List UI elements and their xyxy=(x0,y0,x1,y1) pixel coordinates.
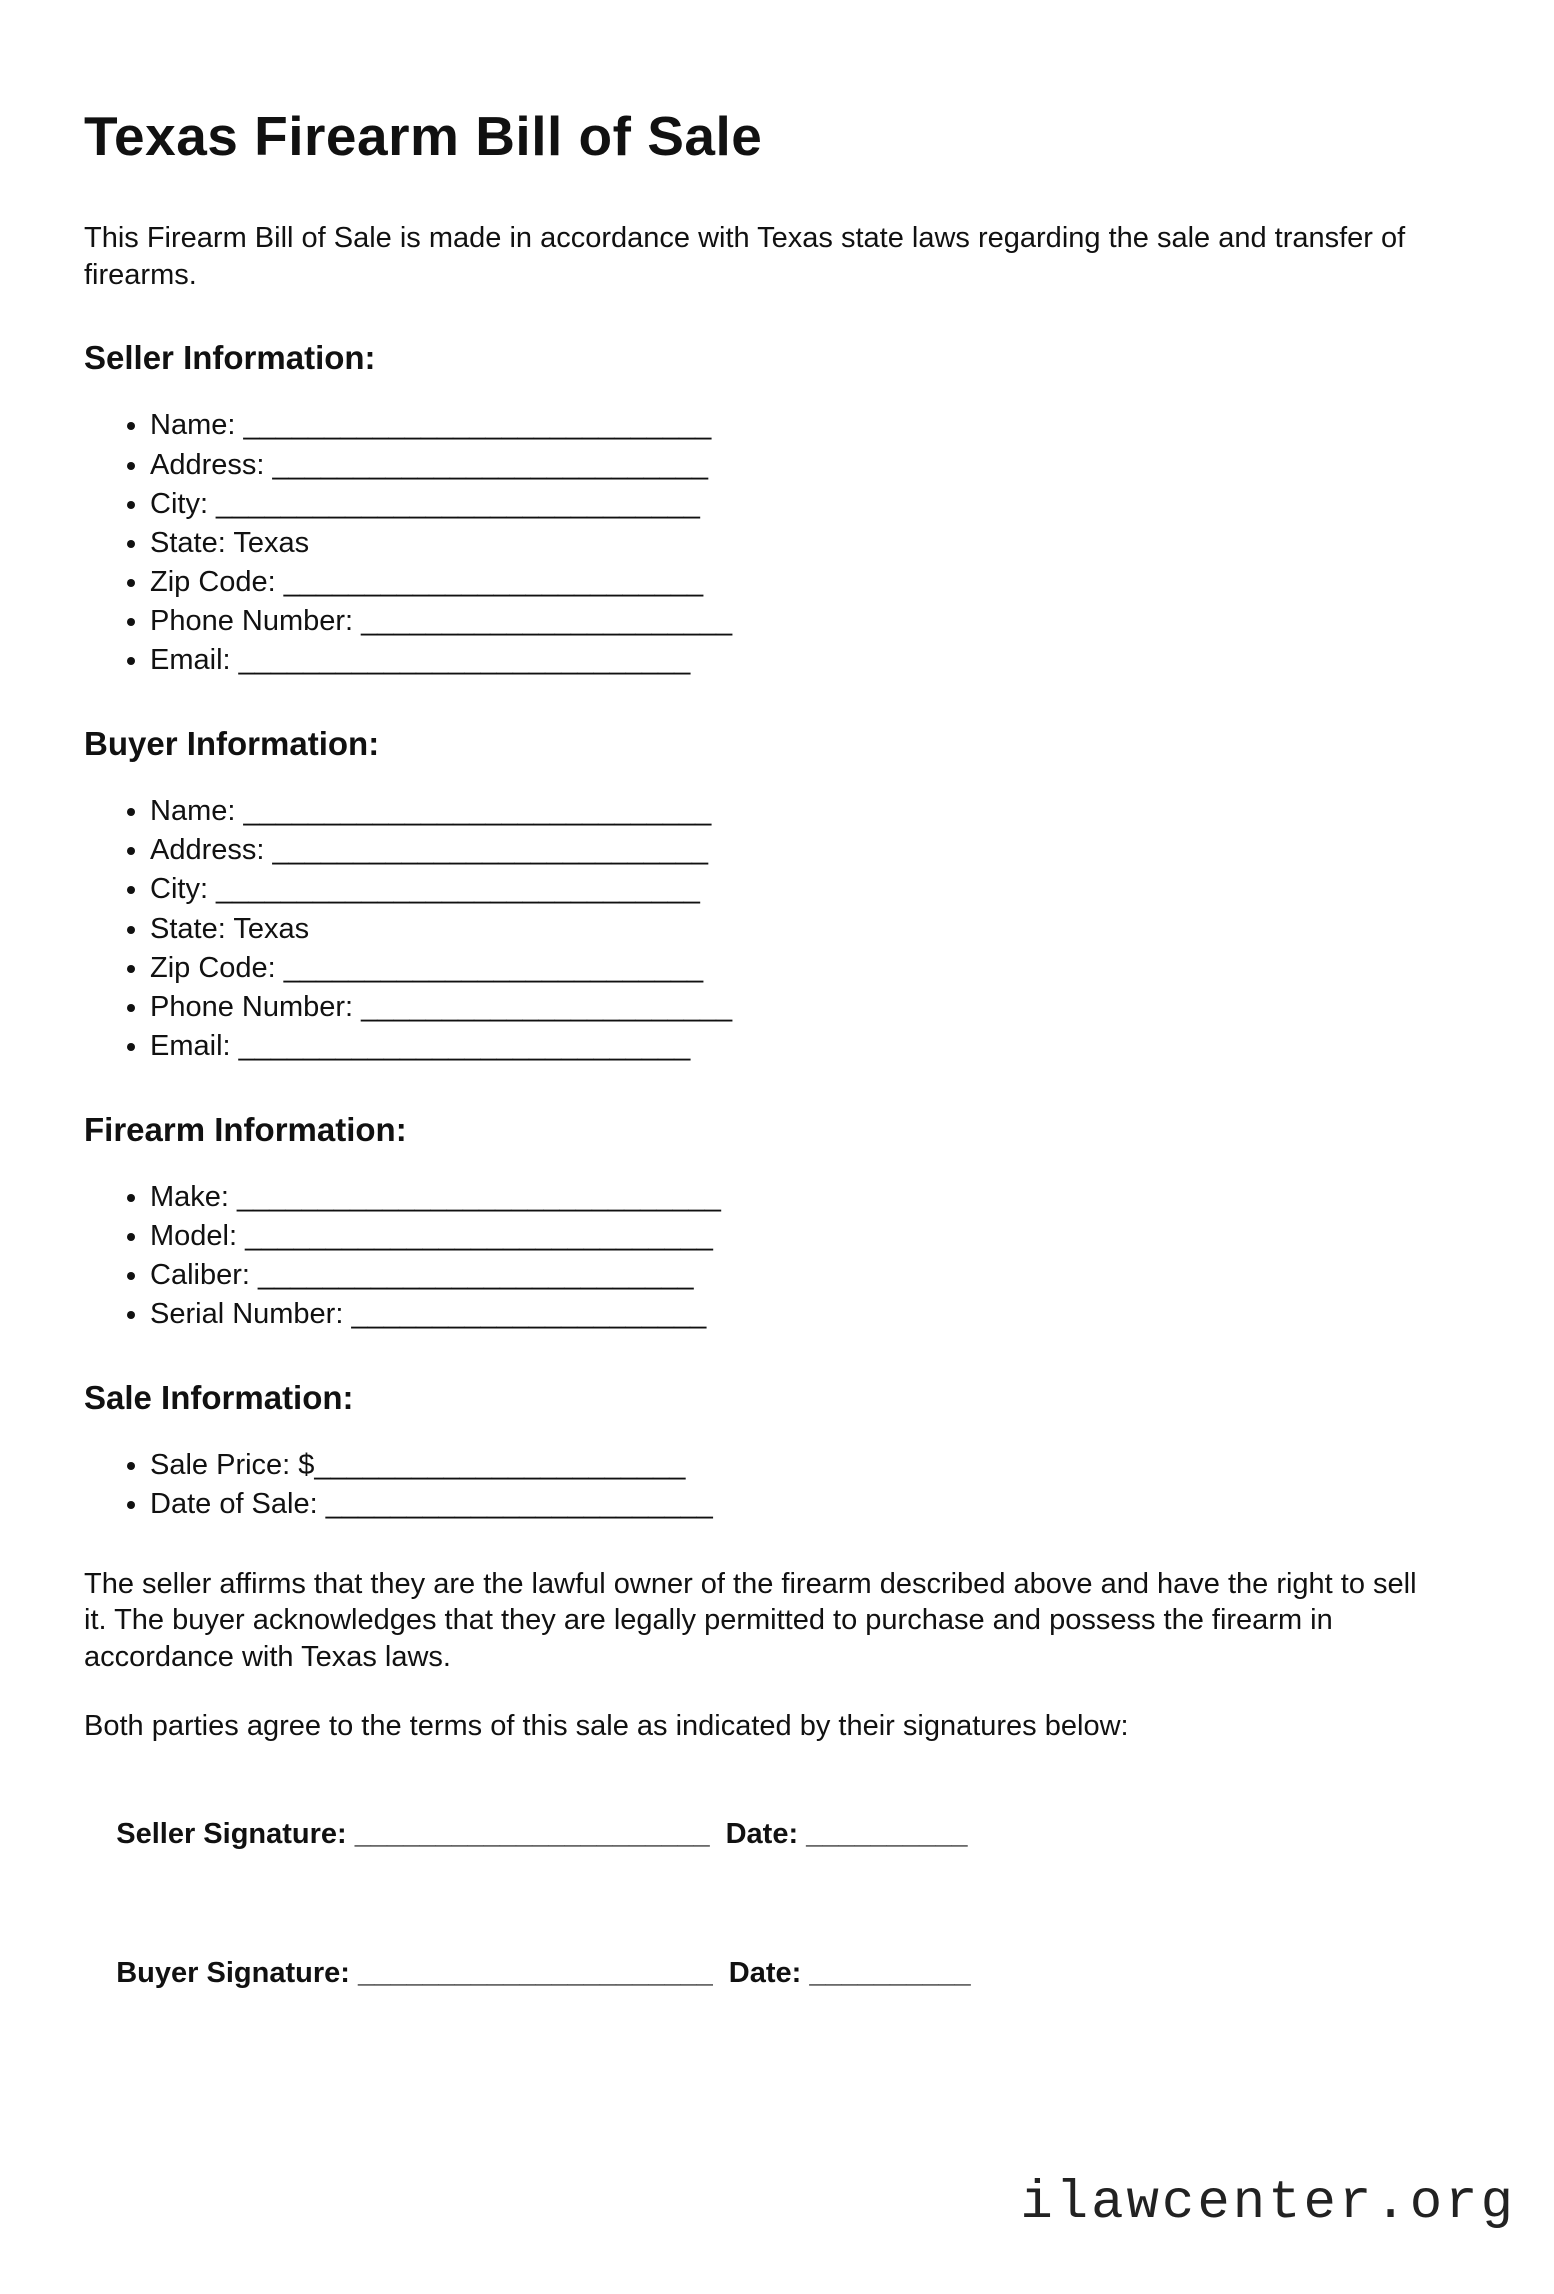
field-label: Serial Number: xyxy=(150,1298,344,1331)
blank-line: ________________________ xyxy=(317,1488,713,1521)
field-label: City: xyxy=(150,487,208,520)
field-label: Make: xyxy=(150,1180,229,1213)
field-label: Address: xyxy=(150,834,265,867)
field-label: Phone Number: xyxy=(150,990,354,1023)
blank-line: _______________________ xyxy=(353,990,733,1023)
seller-date-line: __________ xyxy=(798,1817,968,1850)
field-label: Date of Sale: xyxy=(150,1488,318,1521)
field-label: Email: xyxy=(150,644,231,677)
field-label: Name: xyxy=(150,409,236,442)
section-buyer-information xyxy=(84,725,1474,1065)
seller-state-field xyxy=(150,525,1474,562)
buyer-date-label: Date: xyxy=(728,1956,802,1989)
blank-line: ______________________________ xyxy=(208,873,700,906)
field-label: State: xyxy=(150,526,226,559)
blank-line: _____________________________ xyxy=(237,1220,713,1253)
field-label: Model: xyxy=(150,1220,238,1253)
blank-line: _______________________ xyxy=(353,604,733,637)
section-seller-information xyxy=(84,339,1474,679)
affirmation-paragraph: The seller affirms that they are the lawful owner of the firearm described above and have the right to sell it. The buyer acknowledges that they are legally permitted to purchase and possess the firearm in accordance with Texas laws. xyxy=(84,1567,1417,1674)
seller-email-field xyxy=(150,642,1474,679)
field-label: Email: xyxy=(150,1029,231,1062)
seller-signature-line: ______________________ xyxy=(346,1817,710,1850)
buyer-city-field xyxy=(150,871,1474,908)
agreement-paragraph: Both parties agree to the terms of this sale as indicated by their signatures below: xyxy=(84,1710,1129,1743)
field-label: Sale Price: $ xyxy=(150,1449,315,1482)
blank-line: ______________________________ xyxy=(208,487,700,520)
buyer-date-line: __________ xyxy=(801,1956,971,1989)
intro-paragraph: This Firearm Bill of Sale is made in accordance with Texas state laws regarding the sale and transfer of firearms. xyxy=(84,221,1406,291)
sale-price-field xyxy=(150,1447,1474,1484)
field-label: Zip Code: xyxy=(150,951,276,984)
seller-date-label: Date: xyxy=(725,1817,799,1850)
seller-signature-label: Seller Signature: xyxy=(116,1817,347,1850)
sale-date-field xyxy=(150,1486,1474,1523)
field-label: Caliber: xyxy=(150,1259,250,1292)
seller-address-field xyxy=(150,447,1474,484)
field-label: Phone Number: xyxy=(150,604,354,637)
seller-information-heading: Seller Information: xyxy=(84,339,376,377)
field-label: Name: xyxy=(150,795,236,828)
blank-line: ___________________________ xyxy=(249,1259,694,1292)
firearm-serial-field xyxy=(150,1296,1474,1333)
footer-watermark: ilawcenter.org xyxy=(1020,2172,1516,2234)
section-sale-information xyxy=(84,1379,1474,1523)
buyer-field-list xyxy=(84,793,1474,1065)
field-label: Zip Code: xyxy=(150,565,276,598)
seller-signature-row xyxy=(84,1785,1474,1884)
buyer-address-field xyxy=(150,832,1474,869)
blank-line: _____________________________ xyxy=(235,795,712,828)
seller-name-field xyxy=(150,407,1474,444)
blank-line: _____________________________ xyxy=(235,409,712,442)
field-value: Texas xyxy=(233,526,310,559)
field-value: Texas xyxy=(233,912,310,945)
document-page xyxy=(84,105,1516,2234)
firearm-make-field xyxy=(150,1179,1474,1216)
seller-phone-field xyxy=(150,603,1474,640)
field-label: City: xyxy=(150,873,208,906)
buyer-state-field xyxy=(150,911,1474,948)
firearm-field-list xyxy=(84,1179,1474,1333)
firearm-information-heading: Firearm Information: xyxy=(84,1110,407,1148)
seller-zip-field xyxy=(150,564,1474,601)
seller-city-field xyxy=(150,486,1474,523)
firearm-model-field xyxy=(150,1218,1474,1255)
firearm-caliber-field xyxy=(150,1257,1474,1294)
blank-line: ____________________________ xyxy=(230,644,691,677)
seller-field-list xyxy=(84,407,1474,679)
field-label: State: xyxy=(150,912,226,945)
section-firearm-information xyxy=(84,1111,1474,1333)
field-label: Address: xyxy=(150,448,265,481)
buyer-signature-line: ______________________ xyxy=(349,1956,713,1989)
page-title: Texas Firearm Bill of Sale xyxy=(84,105,763,167)
buyer-information-heading: Buyer Information: xyxy=(84,725,380,763)
buyer-signature-label: Buyer Signature: xyxy=(116,1956,350,1989)
blank-line: ___________________________ xyxy=(264,448,708,481)
buyer-phone-field xyxy=(150,989,1474,1026)
buyer-name-field xyxy=(150,793,1474,830)
blank-line: ______________________________ xyxy=(228,1180,721,1213)
blank-line: ____________________________ xyxy=(230,1029,691,1062)
blank-line: ___________________________ xyxy=(264,834,708,867)
buyer-signature-row xyxy=(84,1924,1474,2023)
blank-line: ______________________ xyxy=(343,1298,707,1331)
sale-field-list xyxy=(84,1447,1474,1523)
buyer-zip-field xyxy=(150,950,1474,987)
blank-line: __________________________ xyxy=(275,951,704,984)
blank-line: __________________________ xyxy=(275,565,704,598)
sale-information-heading: Sale Information: xyxy=(84,1379,354,1417)
buyer-email-field xyxy=(150,1028,1474,1065)
blank-line: _______________________ xyxy=(314,1449,686,1482)
